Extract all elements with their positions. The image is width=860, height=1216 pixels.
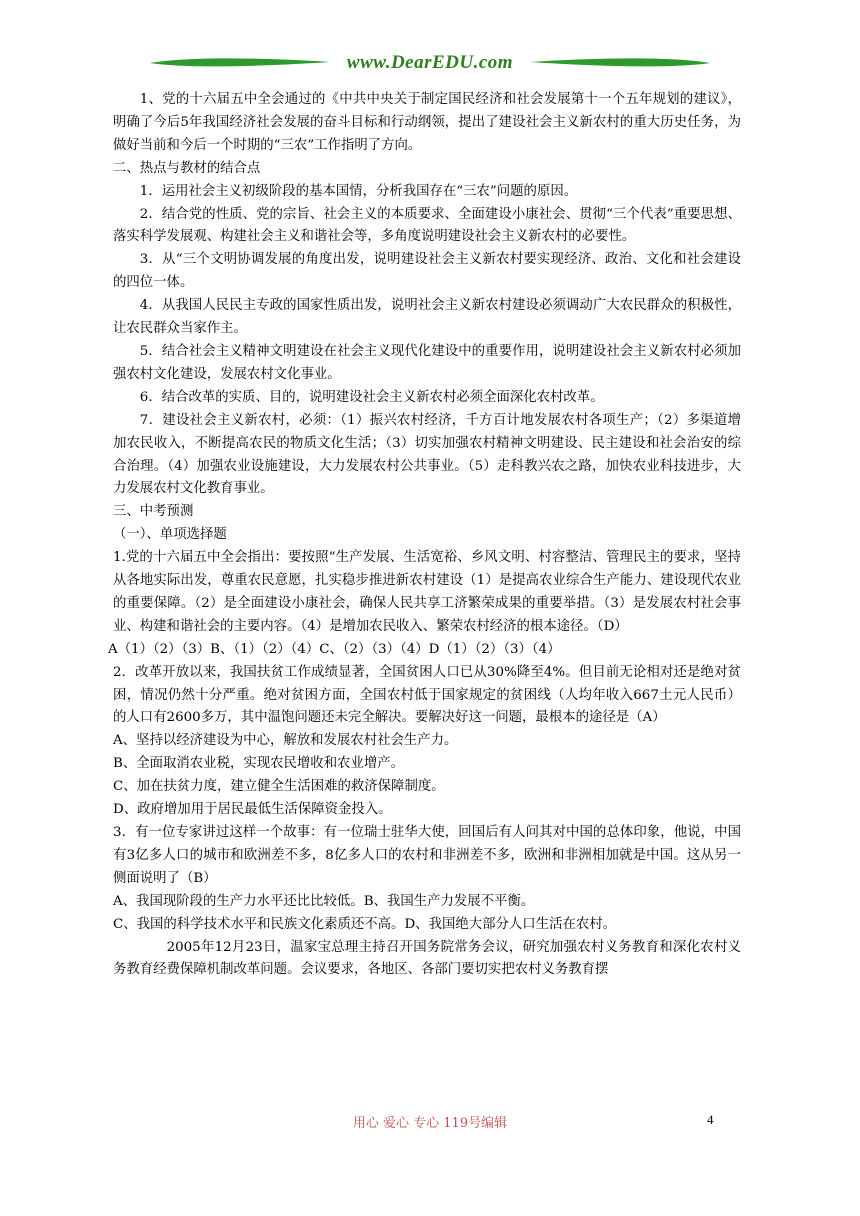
- paragraph: A、我国现阶段的生产力水平还比比较低。B、我国生产力发展不平衡。: [113, 893, 535, 909]
- document-body: [108, 89, 741, 982]
- site-header: [150, 46, 710, 86]
- paragraph: 3．从“三个文明协调发展的角度出发，说明建设社会主义新农村要实现经济、政治、文化和社会建设的四位一体。: [113, 252, 741, 291]
- paragraph: 6．结合改革的实质、目的，说明建设社会主义新农村必须全面深化农村改革。: [139, 389, 604, 405]
- paragraph: 1、党的十六届五中全会通过的《中共中央关于制定国民经济和社会发展第十一个五年规划的建议》，明确了今后5年我国经济社会发展的奋斗目标和行动纲领，提出了建设社会主义新农村的重大历史任务，为做好当前和今后一个时期的“三农”工作指明了方向。: [113, 92, 741, 153]
- paragraph: 7．建设社会主义新农村，必须：（1）振兴农村经济，千方百计地发展农村各项生产；（2）多渠道增加农民收入，不断提高农民的物质文化生活；（3）切实加强农村精神文明建设、民主建设和社会治安的综合治理。（4）加强农业设施建设，大力发展农村公共事业。（5）走科教兴农之路，加快农业科技进步，大力发展农村文化教育事业。: [113, 412, 741, 497]
- paragraph: 2005年12月23日，温家宝总理主持召开国务院常务会议，研究加强农村义务教育和深化农村义务教育经费保障机制改革问题。会议要求，各地区、各部门要切实把农村义务教育摆: [113, 939, 741, 978]
- paragraph: 三、中考预测: [113, 504, 194, 520]
- paragraph: 5．结合社会主义精神文明建设在社会主义现代化建设中的重要作用，说明建设社会主义新农村必须加强农村文化建设，发展农村文化事业。: [113, 343, 741, 382]
- paragraph: 二、热点与教材的结合点: [113, 160, 261, 176]
- paragraph: A、坚持以经济建设为中心，解放和发展农村社会生产力。: [113, 733, 458, 749]
- paragraph: （一）、单项选择题: [113, 527, 227, 543]
- paragraph: D、政府增加用于居民最低生活保障资金投入。: [113, 802, 392, 818]
- paragraph: 2．结合党的性质、党的宗旨、社会主义的本质要求、全面建设小康社会、贯彻“三个代表”重要思想、落实科学发展观、构建社会主义和谐社会等，多角度说明建设社会主义新农村的必要性。: [113, 206, 741, 245]
- site-logo[interactable]: www.DearEDU.com: [346, 52, 514, 73]
- paragraph: 1．运用社会主义初级阶段的基本国情，分析我国存在“三农”问题的原因。: [139, 183, 578, 199]
- paragraph: 2．改革开放以来，我国扶贫工作成绩显著，全国贫困人口已从30%降至4%。但目前无论相对还是绝对贫困，情况仍然十分严重。绝对贫困方面，全国农村低于国家规定的贫困线（人均年收入667土元人民币）的人口有2600多万，其中温饱问题还未完全解决。要解决好这一问题，最根本的途径是（A）: [113, 664, 741, 726]
- paragraph: C、加在扶贫力度，建立健全生活困难的救济保障制度。: [113, 779, 445, 795]
- paragraph: 1.党的十六届五中全会指出：要按照“生产发展、生活宽裕、乡风文明、村容整洁、管理民主的要求，坚持从各地实际出发，尊重农民意愿，扎实稳步推进新农村建设（1）是提高农业综合生产能力、建设现代农业的重要保障。（2）是全面建设小康社会，确保人民共享工济繁荣成果的重要举措。（3）是发展农村社会事业、构建和谐社会的主要内容。（4）是增加农民收入、繁荣农村经济的根本途径。（D）: [113, 550, 741, 634]
- paragraph: C、我国的科学技术水平和民族文化素质还不高。D、我国绝大部分人口生活在农村。: [113, 916, 617, 932]
- paragraph: A（1）（2）（3）B、（1）（2）（4）C、（2）（3）（4）D（1）（2）（3）（4）: [108, 641, 561, 657]
- paragraph: 3．有一位专家讲过这样一个故事：有一位瑞士驻华大使，回国后有人问其对中国的总体印象，他说，中国有3亿多人口的城市和欧洲差不多，8亿多人口的农村和非洲差不多，欧洲和非洲相加就是中国。这从另一侧面说明了（B）: [113, 825, 741, 886]
- right-leaf-decoration: [530, 56, 710, 70]
- footer-note: 用心 爱心 专心 119号编辑: [352, 1116, 508, 1131]
- paragraph: B、全面取消农业税，实现农民增收和农业增产。: [113, 756, 405, 772]
- page-number: 4: [707, 1112, 714, 1127]
- page-footer: [0, 1112, 860, 1132]
- paragraph: 4．从我国人民民主专政的国家性质出发，说明社会主义新农村建设必须调动广大农民群众的积极性，让农民群众当家作主。: [113, 298, 741, 337]
